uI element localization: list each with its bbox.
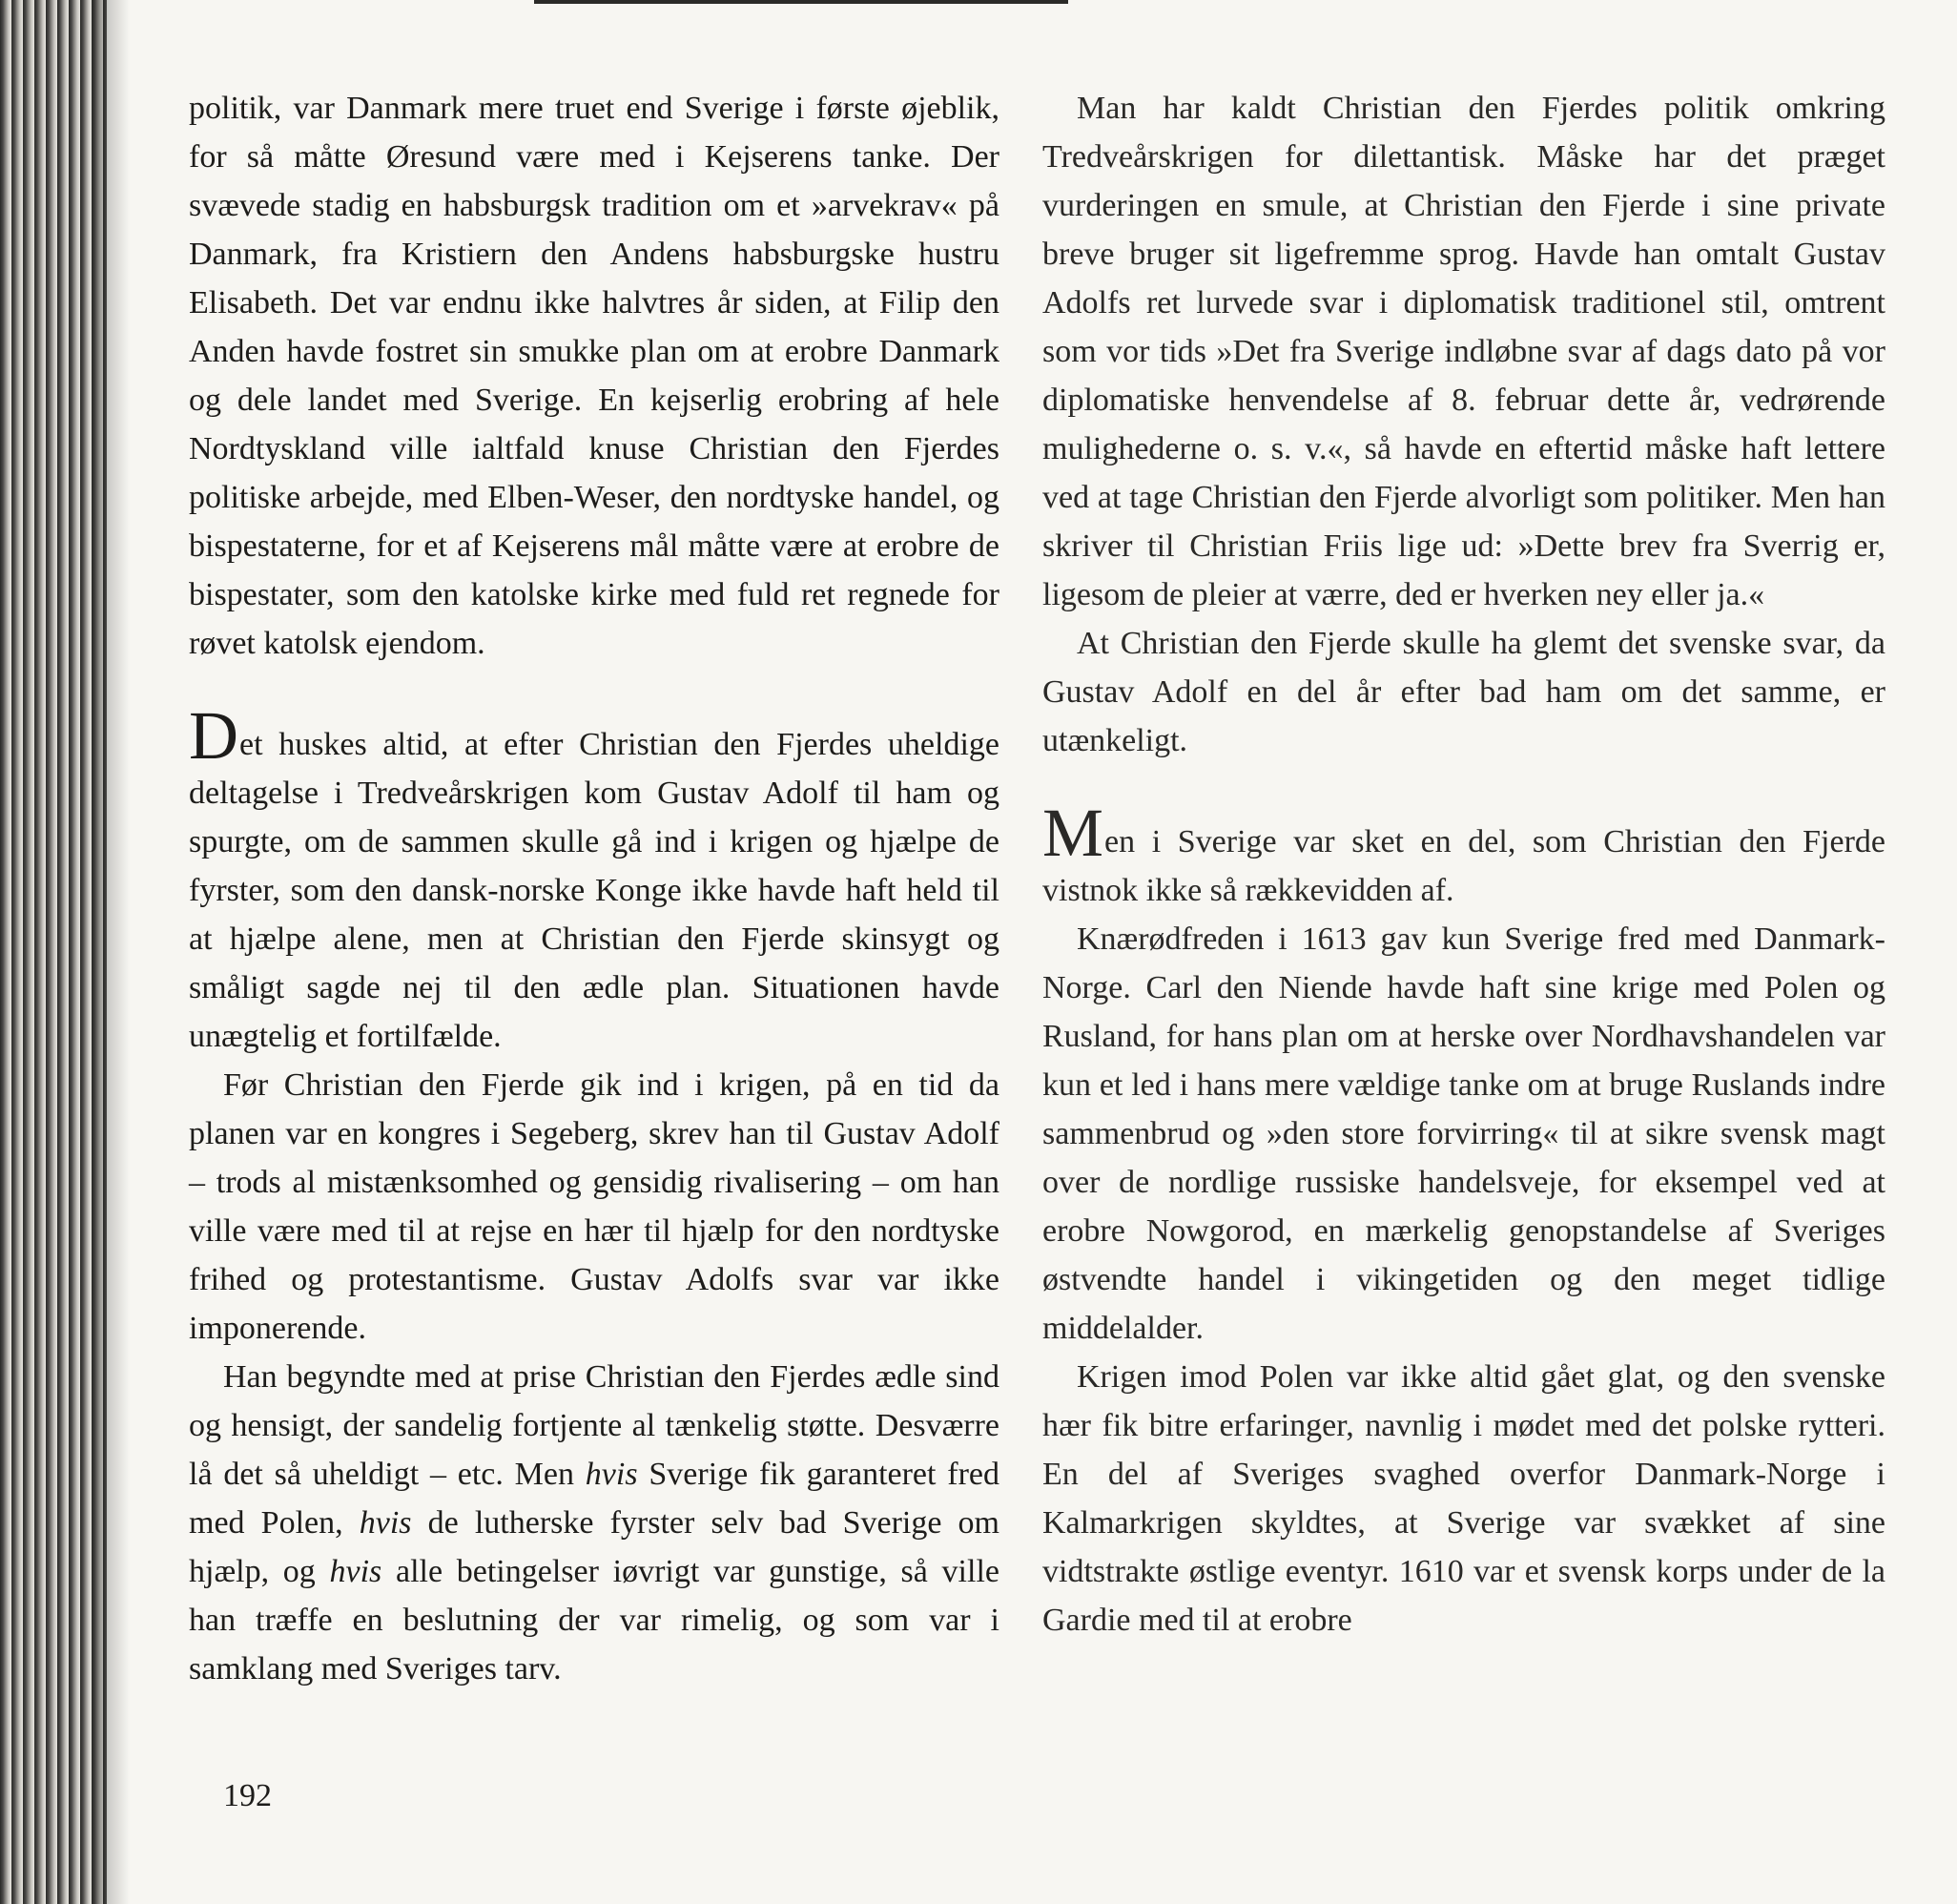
text-run: Sverige fik garanteret fred med Polen, — [189, 1457, 999, 1541]
page-number: 192 — [223, 1778, 272, 1813]
drop-cap: M — [1042, 795, 1104, 871]
paragraph: politik, var Danmark mere truet end Sverige i første øjeblik, for så måtte Øresund være med i Kejserens tanke. Der svævede stadig en habsburgsk tradition om et »arvekrav« på Danmark, fra Kristiern den Andens habsburgske hustru Elisabeth. Det var endnu ikke halvtres år siden, at Filip den Anden havde fostret sin smukke plan om at erobre Danmark og dele landet med Sverige. En kejserlig erobring af hele Nordtyskland ville ialtfald knuse Christian den Fjerdes politiske arbejde, med Elben-Weser, den nordtyske handel, og bispestaterne, for et af Kejserens mål måtte være at erobre de bispestater, som den katolske kirke med fuld ret regnede for røvet katolsk ejendom. — [189, 91, 999, 661]
text-run: de lutherske fyrster selv bad Sverige om hjælp, og — [189, 1505, 999, 1589]
top-edge-rule — [534, 0, 1068, 4]
left-text-column — [189, 84, 999, 1693]
paragraph-text: en i Sverige var sket en del, som Christian den Fjerde vistnok ikke så rækkevidden af. — [1042, 824, 1885, 908]
paragraph-section-start — [1042, 795, 1885, 915]
text-run: alle betingelser iøvrigt var gunstige, så ville han træffe en beslutning der var rimelig, og som var i samklang med Sveriges tarv. — [189, 1554, 999, 1687]
paragraph: Man har kaldt Christian den Fjerdes politik omkring Tredveårskrigen for dilettantisk. Måske har det præget vurderingen en smule, at Christian den Fjerde i sine private breve bruger sit ligefremme sprog. Havde han omtalt Gustav Adolfs ret lurvede svar i diplomatisk traditionel stil, omtrent som vor tids »Det fra Sverige indløbne svar af dags dato på vor diplomatiske henvendelse af 8. februar dette år, vedrørende mulighederne o. s. v.«, så havde en eftertid måske haft lettere ved at tage Christian den Fjerde alvorligt som politiker. Men han skriver til Christian Friis lige ud: »Dette brev fra Sverrig er, ligesom de pleier at værre, ded er hverken ney eller ja.« — [1042, 91, 1885, 612]
text-run: Han begyndte med at prise Christian den Fjerdes ædle sind og hensigt, der sandelig fortjente al tænkelig støtte. Desværre lå det så uheldigt – etc. Men — [189, 1359, 999, 1492]
paragraph: Krigen imod Polen var ikke altid gået glat, og den svenske hær fik bitre erfaringer, navnlig i mødet med det polske rytteri. En del af Sveriges svaghed overfor Danmark-Norge i Kalmarkrigen skyldtes, at Sverige var svækket af sine vidtstrakte østlige eventyr. 1610 var et svensk korps under de la Gardie med til at erobre — [1042, 1359, 1885, 1638]
emphasis: hvis — [585, 1457, 638, 1492]
emphasis: hvis — [359, 1505, 412, 1541]
paragraph: Før Christian den Fjerde gik ind i krigen, på en tid da planen var en kongres i Segeberg, skrev han til Gustav Adolf – trods al mistænksomhed og gensidig rivalisering – om han ville være med til at rejse en hær til hjælp for den nordtyske frihed og protestantisme. Gustav Adolfs svar var ikke imponerende. — [189, 1067, 999, 1346]
drop-cap: D — [189, 697, 238, 774]
paragraph: Knærødfreden i 1613 gav kun Sverige fred med Danmark-Norge. Carl den Niende havde haft sine krige med Polen og Rusland, for hans plan om at herske over Nordhavshandelen var kun et led i hans mere vældige tanke om at bruge Ruslands indre sammenbrud og »den store forvirring« til at sikre svensk magt over de nordlige russiske handelsveje, for eksempel ved at erobre Nowgorod, en mærkelig genopstandelse af Sveriges østvendte handel i vikingetiden og den meget tidlige middelalder. — [1042, 921, 1885, 1346]
paragraph-section-start — [189, 697, 999, 1061]
paragraph-with-emphasis — [189, 1353, 999, 1693]
emphasis: hvis — [329, 1554, 382, 1589]
gutter-shadow — [92, 0, 130, 1904]
right-text-column — [1042, 84, 1885, 1645]
paragraph-text: et huskes altid, at efter Christian den Fjerdes uheldige deltagelse i Tredveårskrigen kom Gustav Adolf til ham og spurgte, om de sammen skulle gå ind i krigen og hjælpe de fyrster, som den dansk-norske Konge ikke havde haft held til at hjælpe alene, men at Christian den Fjerde skinsygt og småligt sagde nej til den ædle plan. Situationen havde unægtelig et fortilfælde. — [189, 727, 999, 1054]
paragraph: At Christian den Fjerde skulle ha glemt det svenske svar, da Gustav Adolf en del år efter bad ham om det samme, er utænkeligt. — [1042, 626, 1885, 758]
